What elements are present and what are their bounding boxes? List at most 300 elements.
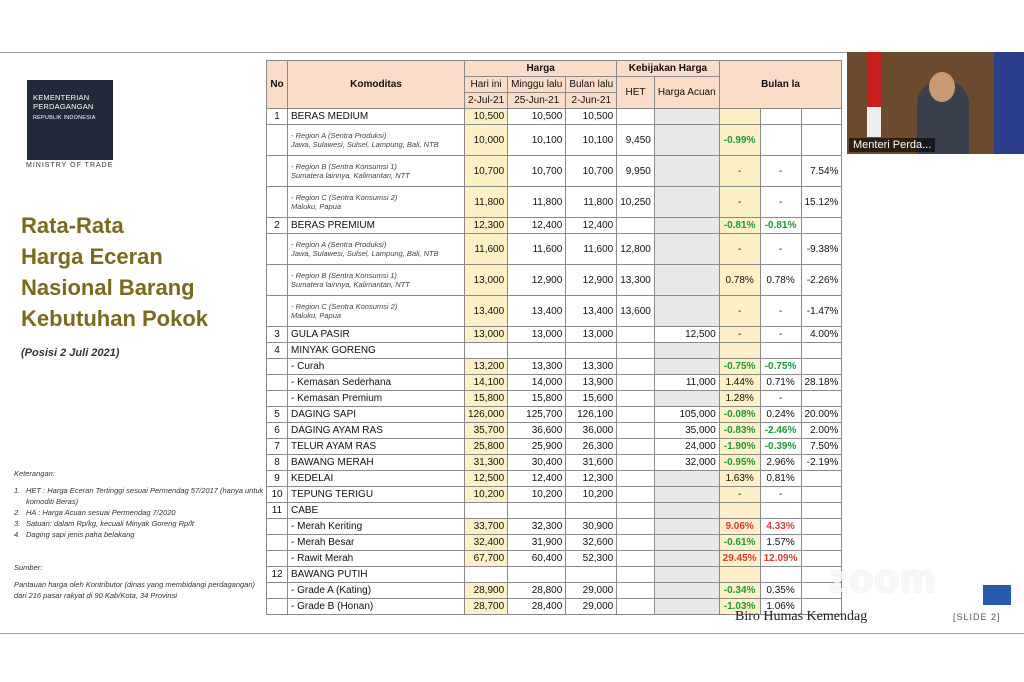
table-row bbox=[267, 487, 842, 503]
cell-pct-3 bbox=[801, 503, 842, 519]
cell-het: 10,250 bbox=[617, 187, 655, 218]
row-no: 5 bbox=[267, 407, 288, 423]
row-no: 4 bbox=[267, 343, 288, 359]
slide-title bbox=[21, 210, 266, 334]
cell-pct-2 bbox=[760, 343, 801, 359]
cell-bulan-lalu: 15,600 bbox=[566, 391, 617, 407]
row-komoditas: BERAS MEDIUM bbox=[288, 109, 465, 125]
row-no: 12 bbox=[267, 567, 288, 583]
table-row bbox=[267, 125, 842, 156]
cell-pct-1: - bbox=[719, 187, 760, 218]
cell-hari-ini: 25,800 bbox=[465, 439, 508, 455]
cell-acuan bbox=[654, 391, 719, 407]
cell-acuan: 12,500 bbox=[654, 327, 719, 343]
cell-pct-1: -0.34% bbox=[719, 583, 760, 599]
cell-hari-ini: 28,700 bbox=[465, 599, 508, 615]
cell-pct-1: -1.03% bbox=[719, 599, 760, 615]
note-item: 1. HET : Harga Eceran Tertinggi sesuai Permendag 57/2017 (hanya untuk komoditi Beras) bbox=[14, 486, 264, 506]
cell-het: 9,450 bbox=[617, 125, 655, 156]
row-komoditas: TELUR AYAM RAS bbox=[288, 439, 465, 455]
cell-minggu-lalu bbox=[508, 503, 566, 519]
cell-acuan bbox=[654, 583, 719, 599]
table-row bbox=[267, 535, 842, 551]
row-no: 8 bbox=[267, 455, 288, 471]
cell-pct-1: 29.45% bbox=[719, 551, 760, 567]
row-komoditas: TEPUNG TERIGU bbox=[288, 487, 465, 503]
cell-pct-2 bbox=[760, 567, 801, 583]
speaker-head bbox=[929, 72, 955, 102]
table-row bbox=[267, 439, 842, 455]
cell-bulan-lalu: 12,300 bbox=[566, 471, 617, 487]
cell-minggu-lalu: 30,400 bbox=[508, 455, 566, 471]
row-komoditas: CABE bbox=[288, 503, 465, 519]
cell-het bbox=[617, 535, 655, 551]
cell-hari-ini: 13,000 bbox=[465, 327, 508, 343]
cell-minggu-lalu: 14,000 bbox=[508, 375, 566, 391]
row-no bbox=[267, 535, 288, 551]
cell-pct-3: -2.19% bbox=[801, 455, 842, 471]
cell-hari-ini: 32,400 bbox=[465, 535, 508, 551]
date-hari: 2-Jul-21 bbox=[465, 93, 508, 109]
cell-acuan bbox=[654, 551, 719, 567]
cell-pct-1: -0.61% bbox=[719, 535, 760, 551]
title-line4: Kebutuhan Pokok bbox=[21, 306, 209, 331]
cell-acuan bbox=[654, 156, 719, 187]
table-row bbox=[267, 265, 842, 296]
cell-pct-3 bbox=[801, 218, 842, 234]
cell-minggu-lalu: 12,400 bbox=[508, 218, 566, 234]
cell-pct-2: 2.96% bbox=[760, 455, 801, 471]
table-row bbox=[267, 503, 842, 519]
cell-minggu-lalu: 13,400 bbox=[508, 296, 566, 327]
cell-pct-2: - bbox=[760, 156, 801, 187]
price-table bbox=[266, 60, 842, 615]
cell-minggu-lalu bbox=[508, 567, 566, 583]
cell-minggu-lalu: 125,700 bbox=[508, 407, 566, 423]
cell-bulan-lalu: 12,400 bbox=[566, 218, 617, 234]
cell-pct-1 bbox=[719, 109, 760, 125]
table-row bbox=[267, 375, 842, 391]
cell-hari-ini: 13,000 bbox=[465, 265, 508, 296]
sumber-heading: Sumber: bbox=[14, 563, 43, 572]
cell-pct-3 bbox=[801, 109, 842, 125]
row-no bbox=[267, 265, 288, 296]
cell-pct-1: - bbox=[719, 296, 760, 327]
cell-bulan-lalu bbox=[566, 343, 617, 359]
cell-pct-1: -1.90% bbox=[719, 439, 760, 455]
cell-acuan bbox=[654, 218, 719, 234]
slide-number: [SLIDE 2] bbox=[953, 612, 1001, 622]
row-no: 10 bbox=[267, 487, 288, 503]
cell-bulan-lalu: 13,300 bbox=[566, 359, 617, 375]
row-komoditas: BERAS PREMIUM bbox=[288, 218, 465, 234]
row-no: 1 bbox=[267, 109, 288, 125]
cell-pct-2: - bbox=[760, 487, 801, 503]
table-row bbox=[267, 234, 842, 265]
cell-bulan-lalu: 13,000 bbox=[566, 327, 617, 343]
date-minggu: 25-Jun-21 bbox=[508, 93, 566, 109]
row-komoditas: - Grade B (Honan) bbox=[288, 599, 465, 615]
zoom-logo-icon bbox=[983, 585, 1011, 605]
row-no: 11 bbox=[267, 503, 288, 519]
row-komoditas: BAWANG MERAH bbox=[288, 455, 465, 471]
speaker-name: Menteri Perda... bbox=[849, 138, 935, 152]
cell-hari-ini: 10,700 bbox=[465, 156, 508, 187]
row-komoditas: - Kemasan Premium bbox=[288, 391, 465, 407]
cell-pct-3: 28.18% bbox=[801, 375, 842, 391]
cell-pct-1 bbox=[719, 503, 760, 519]
cell-pct-2: - bbox=[760, 234, 801, 265]
cell-pct-3: -9.38% bbox=[801, 234, 842, 265]
table-row bbox=[267, 519, 842, 535]
cell-het: 12,800 bbox=[617, 234, 655, 265]
posisi-date: (Posisi 2 Juli 2021) bbox=[21, 347, 120, 359]
row-komoditas: - Region C (Sentra Konsumsi 2) Maluku, Papua bbox=[288, 187, 465, 218]
cell-acuan bbox=[654, 471, 719, 487]
cell-hari-ini bbox=[465, 503, 508, 519]
logo-line3: REPUBLIK INDONESIA bbox=[33, 115, 96, 121]
cell-bulan-lalu: 29,000 bbox=[566, 599, 617, 615]
cell-bulan-lalu: 31,600 bbox=[566, 455, 617, 471]
cell-het bbox=[617, 455, 655, 471]
cell-minggu-lalu: 36,600 bbox=[508, 423, 566, 439]
col-komoditas: Komoditas bbox=[288, 61, 465, 109]
cell-minggu-lalu: 32,300 bbox=[508, 519, 566, 535]
col-hari-ini: Hari ini bbox=[465, 77, 508, 93]
cell-bulan-lalu: 12,900 bbox=[566, 265, 617, 296]
cell-bulan-lalu: 26,300 bbox=[566, 439, 617, 455]
cell-minggu-lalu: 60,400 bbox=[508, 551, 566, 567]
cell-minggu-lalu: 10,700 bbox=[508, 156, 566, 187]
cell-bulan-lalu: 36,000 bbox=[566, 423, 617, 439]
cell-minggu-lalu: 13,300 bbox=[508, 359, 566, 375]
cell-pct-3: -1.47% bbox=[801, 296, 842, 327]
cell-pct-3: 20.00% bbox=[801, 407, 842, 423]
table-row bbox=[267, 551, 842, 567]
cell-het bbox=[617, 487, 655, 503]
table-row bbox=[267, 343, 842, 359]
video-thumbnail[interactable] bbox=[847, 52, 1024, 154]
cell-pct-2: - bbox=[760, 327, 801, 343]
cell-pct-1: -0.83% bbox=[719, 423, 760, 439]
table-row bbox=[267, 187, 842, 218]
row-no bbox=[267, 187, 288, 218]
col-kebijakan: Kebijakan Harga bbox=[617, 61, 719, 77]
logo-motto: MINISTRY OF TRADE bbox=[26, 162, 114, 169]
row-no bbox=[267, 359, 288, 375]
notes-block bbox=[14, 468, 264, 601]
cell-het bbox=[617, 423, 655, 439]
cell-het bbox=[617, 109, 655, 125]
cell-pct-3: -2.26% bbox=[801, 265, 842, 296]
table-row bbox=[267, 455, 842, 471]
row-komoditas: - Region A (Sentra Produksi) Jawa, Sulawesi, Sulsel, Lampung, Bali, NTB bbox=[288, 234, 465, 265]
cell-pct-1: 9.06% bbox=[719, 519, 760, 535]
cell-acuan bbox=[654, 109, 719, 125]
table-row bbox=[267, 471, 842, 487]
cell-acuan bbox=[654, 535, 719, 551]
sumber-text: Pantauan harga oleh Kontributor (dinas yang membidangi perdagangan) dari 216 pasar rakyat di 90 Kab/Kota, 34 Provinsi bbox=[14, 580, 255, 600]
cell-pct-2: 1.06% bbox=[760, 599, 801, 615]
table-row bbox=[267, 327, 842, 343]
row-komoditas: - Merah Keriting bbox=[288, 519, 465, 535]
row-no: 3 bbox=[267, 327, 288, 343]
row-no: 9 bbox=[267, 471, 288, 487]
note-item: 4. Daging sapi jenis paha belakang bbox=[14, 530, 135, 539]
row-no bbox=[267, 234, 288, 265]
cell-pct-1: 1.63% bbox=[719, 471, 760, 487]
cell-pct-2: -0.39% bbox=[760, 439, 801, 455]
cell-acuan bbox=[654, 599, 719, 615]
row-no bbox=[267, 375, 288, 391]
cell-minggu-lalu: 12,900 bbox=[508, 265, 566, 296]
cell-hari-ini: 67,700 bbox=[465, 551, 508, 567]
cell-pct-1: - bbox=[719, 487, 760, 503]
cell-acuan bbox=[654, 296, 719, 327]
cell-hari-ini bbox=[465, 343, 508, 359]
cell-pct-2: 4.33% bbox=[760, 519, 801, 535]
row-komoditas: DAGING AYAM RAS bbox=[288, 423, 465, 439]
logo-line1: KEMENTERIAN bbox=[33, 93, 90, 102]
cell-pct-1 bbox=[719, 567, 760, 583]
cell-bulan-lalu: 32,600 bbox=[566, 535, 617, 551]
cell-pct-2 bbox=[760, 109, 801, 125]
row-komoditas: - Grade A (Kating) bbox=[288, 583, 465, 599]
cell-bulan-lalu: 126,100 bbox=[566, 407, 617, 423]
cell-hari-ini: 12,300 bbox=[465, 218, 508, 234]
cell-hari-ini: 10,200 bbox=[465, 487, 508, 503]
col-acuan: Harga Acuan bbox=[654, 77, 719, 109]
row-komoditas: - Region B (Sentra Konsumsi 1) Sumatera lainnya, Kalimantan, NTT bbox=[288, 156, 465, 187]
cell-pct-1: -0.81% bbox=[719, 218, 760, 234]
cell-acuan bbox=[654, 567, 719, 583]
cell-hari-ini: 35,700 bbox=[465, 423, 508, 439]
cell-acuan bbox=[654, 359, 719, 375]
note-item: 3. Satuan: dalam Rp/kg, kecuali Minyak Goreng Rp/lt bbox=[14, 519, 194, 528]
cell-het bbox=[617, 407, 655, 423]
cell-het bbox=[617, 439, 655, 455]
row-komoditas: DAGING SAPI bbox=[288, 407, 465, 423]
row-no bbox=[267, 156, 288, 187]
row-no bbox=[267, 599, 288, 615]
row-komoditas: GULA PASIR bbox=[288, 327, 465, 343]
cell-bulan-lalu: 11,600 bbox=[566, 234, 617, 265]
banner-icon bbox=[994, 52, 1024, 154]
cell-bulan-lalu bbox=[566, 503, 617, 519]
cell-minggu-lalu: 10,200 bbox=[508, 487, 566, 503]
cell-pct-2: - bbox=[760, 391, 801, 407]
table-row bbox=[267, 109, 842, 125]
cell-pct-2 bbox=[760, 125, 801, 156]
cell-pct-2: - bbox=[760, 296, 801, 327]
logo-line2: PERDAGANGAN bbox=[33, 101, 94, 111]
row-no: 7 bbox=[267, 439, 288, 455]
notes-heading: Keterangan: bbox=[14, 469, 55, 478]
cell-het: 13,300 bbox=[617, 265, 655, 296]
cell-hari-ini bbox=[465, 567, 508, 583]
cell-hari-ini: 33,700 bbox=[465, 519, 508, 535]
row-komoditas: - Merah Besar bbox=[288, 535, 465, 551]
cell-acuan bbox=[654, 234, 719, 265]
row-no bbox=[267, 391, 288, 407]
row-komoditas: - Region C (Sentra Konsumsi 2) Maluku, Papua bbox=[288, 296, 465, 327]
cell-pct-1: -0.75% bbox=[719, 359, 760, 375]
cell-pct-2: -0.81% bbox=[760, 218, 801, 234]
cell-hari-ini: 13,200 bbox=[465, 359, 508, 375]
row-no: 6 bbox=[267, 423, 288, 439]
cell-acuan bbox=[654, 519, 719, 535]
cell-minggu-lalu: 25,900 bbox=[508, 439, 566, 455]
flag-icon bbox=[867, 52, 881, 107]
cell-het bbox=[617, 327, 655, 343]
row-komoditas: - Curah bbox=[288, 359, 465, 375]
cell-hari-ini: 15,800 bbox=[465, 391, 508, 407]
zoom-watermark: zoom bbox=[828, 557, 937, 601]
row-no: 2 bbox=[267, 218, 288, 234]
cell-pct-3 bbox=[801, 391, 842, 407]
table-row bbox=[267, 359, 842, 375]
cell-pct-1 bbox=[719, 343, 760, 359]
title-line1: Rata-Rata bbox=[21, 213, 124, 238]
cell-het bbox=[617, 583, 655, 599]
cell-pct-3: 2.00% bbox=[801, 423, 842, 439]
cell-het: 13,600 bbox=[617, 296, 655, 327]
cell-bulan-lalu: 13,400 bbox=[566, 296, 617, 327]
cell-acuan: 11,000 bbox=[654, 375, 719, 391]
title-line2: Harga Eceran bbox=[21, 244, 163, 269]
cell-pct-3 bbox=[801, 535, 842, 551]
col-het: HET bbox=[617, 77, 655, 109]
cell-pct-3 bbox=[801, 125, 842, 156]
cell-pct-2: 0.35% bbox=[760, 583, 801, 599]
cell-pct-2: 12.09% bbox=[760, 551, 801, 567]
cell-pct-2: 1.57% bbox=[760, 535, 801, 551]
row-komoditas: - Region A (Sentra Produksi) Jawa, Sulawesi, Sulsel, Lampung, Bali, NTB bbox=[288, 125, 465, 156]
row-no bbox=[267, 519, 288, 535]
date-bulan: 2-Jun-21 bbox=[566, 93, 617, 109]
cell-pct-1: -0.99% bbox=[719, 125, 760, 156]
cell-pct-3 bbox=[801, 343, 842, 359]
cell-bulan-lalu: 30,900 bbox=[566, 519, 617, 535]
cell-het bbox=[617, 375, 655, 391]
row-no bbox=[267, 296, 288, 327]
cell-minggu-lalu bbox=[508, 343, 566, 359]
col-harga: Harga bbox=[465, 61, 617, 77]
col-minggu-lalu: Minggu lalu bbox=[508, 77, 566, 93]
biro-watermark: Biro Humas Kemendag bbox=[735, 609, 868, 624]
table-row bbox=[267, 407, 842, 423]
cell-pct-2: 0.24% bbox=[760, 407, 801, 423]
cell-het bbox=[617, 218, 655, 234]
cell-bulan-lalu: 10,200 bbox=[566, 487, 617, 503]
row-komoditas: BAWANG PUTIH bbox=[288, 567, 465, 583]
cell-pct-3 bbox=[801, 519, 842, 535]
cell-minggu-lalu: 11,600 bbox=[508, 234, 566, 265]
cell-bulan-lalu: 29,000 bbox=[566, 583, 617, 599]
cell-het bbox=[617, 503, 655, 519]
cell-minggu-lalu: 28,400 bbox=[508, 599, 566, 615]
cell-acuan bbox=[654, 343, 719, 359]
cell-pct-1: 1.28% bbox=[719, 391, 760, 407]
cell-acuan: 105,000 bbox=[654, 407, 719, 423]
cell-pct-3: 7.50% bbox=[801, 439, 842, 455]
ministry-logo bbox=[27, 80, 113, 160]
cell-bulan-lalu: 10,700 bbox=[566, 156, 617, 187]
table-row bbox=[267, 423, 842, 439]
cell-hari-ini: 14,100 bbox=[465, 375, 508, 391]
row-no bbox=[267, 125, 288, 156]
cell-het bbox=[617, 519, 655, 535]
cell-hari-ini: 11,600 bbox=[465, 234, 508, 265]
col-no: No bbox=[267, 61, 288, 109]
row-komoditas: - Rawit Merah bbox=[288, 551, 465, 567]
cell-acuan: 24,000 bbox=[654, 439, 719, 455]
cell-pct-2: 0.78% bbox=[760, 265, 801, 296]
cell-het: 9,950 bbox=[617, 156, 655, 187]
cell-pct-2: - bbox=[760, 187, 801, 218]
row-komoditas: - Region B (Sentra Konsumsi 1) Sumatera lainnya, Kalimantan, NTT bbox=[288, 265, 465, 296]
row-no bbox=[267, 583, 288, 599]
cell-bulan-lalu: 52,300 bbox=[566, 551, 617, 567]
cell-pct-3: 7.54% bbox=[801, 156, 842, 187]
cell-pct-2: -0.75% bbox=[760, 359, 801, 375]
cell-acuan bbox=[654, 487, 719, 503]
cell-bulan-lalu: 11,800 bbox=[566, 187, 617, 218]
cell-minggu-lalu: 15,800 bbox=[508, 391, 566, 407]
cell-minggu-lalu: 31,900 bbox=[508, 535, 566, 551]
cell-minggu-lalu: 10,100 bbox=[508, 125, 566, 156]
table-row bbox=[267, 156, 842, 187]
cell-pct-3 bbox=[801, 359, 842, 375]
note-item: 2. HA : Harga Acuan sesuai Permendag 7/2020 bbox=[14, 508, 176, 517]
cell-minggu-lalu: 28,800 bbox=[508, 583, 566, 599]
col-bulan: Bulan lalu bbox=[566, 77, 617, 93]
cell-acuan: 32,000 bbox=[654, 455, 719, 471]
cell-pct-3 bbox=[801, 471, 842, 487]
cell-hari-ini: 10,500 bbox=[465, 109, 508, 125]
cell-het bbox=[617, 567, 655, 583]
cell-pct-1: - bbox=[719, 156, 760, 187]
cell-bulan-lalu: 13,900 bbox=[566, 375, 617, 391]
cell-pct-3 bbox=[801, 487, 842, 503]
cell-het bbox=[617, 599, 655, 615]
cell-pct-1: - bbox=[719, 327, 760, 343]
cell-het bbox=[617, 359, 655, 375]
table-row bbox=[267, 567, 842, 583]
cell-hari-ini: 11,800 bbox=[465, 187, 508, 218]
table-row bbox=[267, 583, 842, 599]
cell-bulan-lalu: 10,100 bbox=[566, 125, 617, 156]
row-komoditas: KEDELAI bbox=[288, 471, 465, 487]
cell-pct-1: - bbox=[719, 234, 760, 265]
row-no bbox=[267, 551, 288, 567]
cell-hari-ini: 31,300 bbox=[465, 455, 508, 471]
table-row bbox=[267, 391, 842, 407]
cell-het bbox=[617, 391, 655, 407]
cell-acuan bbox=[654, 265, 719, 296]
cell-acuan: 35,000 bbox=[654, 423, 719, 439]
cell-pct-2: 0.81% bbox=[760, 471, 801, 487]
flag-white bbox=[867, 107, 881, 137]
cell-hari-ini: 28,900 bbox=[465, 583, 508, 599]
cell-minggu-lalu: 11,800 bbox=[508, 187, 566, 218]
col-bulan-lalu: Bulan la bbox=[719, 61, 842, 109]
cell-pct-2 bbox=[760, 503, 801, 519]
cell-pct-1: 1.44% bbox=[719, 375, 760, 391]
table-row bbox=[267, 218, 842, 234]
cell-minggu-lalu: 10,500 bbox=[508, 109, 566, 125]
cell-pct-2: -2.46% bbox=[760, 423, 801, 439]
